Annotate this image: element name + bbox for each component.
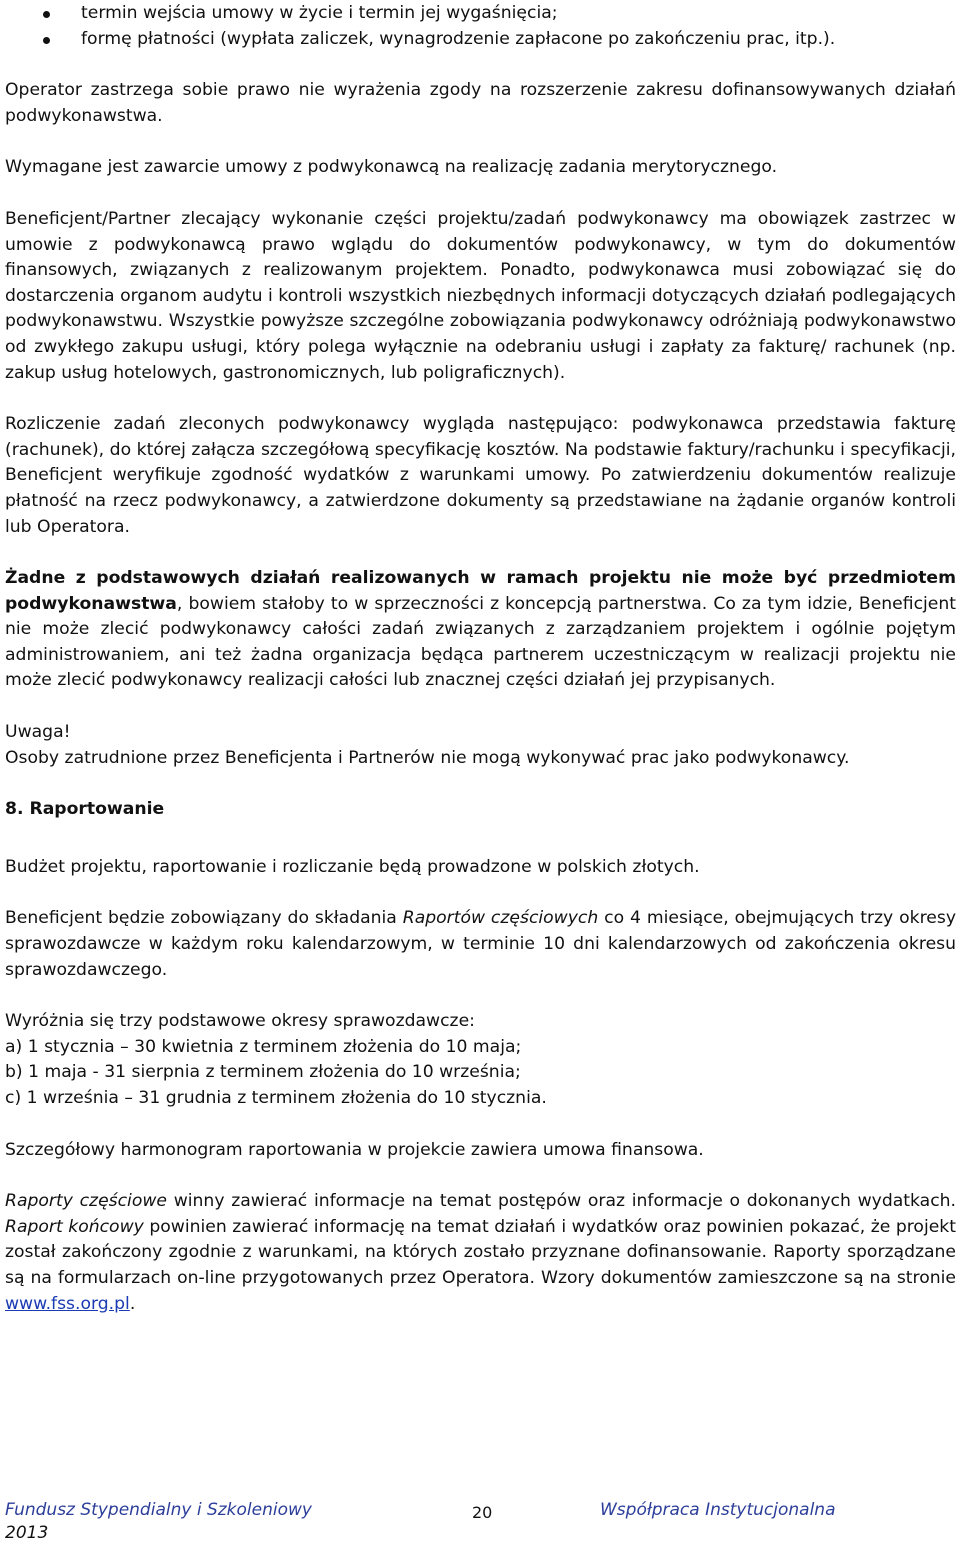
- period-item: b) 1 maja - 31 sierpnia z terminem złożenia do 10 września;: [5, 1062, 521, 1083]
- page-number: 20: [472, 1503, 493, 1522]
- document-page: [5, 0, 956, 1317]
- paragraph-wymagane: Wymagane jest zawarcie umowy z podwykonawcą na realizację zadania merytorycznego.: [5, 157, 778, 178]
- paragraph-operator: Operator zastrzega sobie prawo nie wyrażenia zgody na rozszerzenie zakresu dofinansowywanych działań podwykonawstwa.: [5, 80, 956, 126]
- website-link[interactable]: www.fss.org.pl: [5, 1293, 130, 1314]
- paragraph-rozliczenie: Rozliczenie zadań zleconych podwykonawcy wygląda następująco: podwykonawca przedstawia fakturę (rachunek), do której załącza szczegółową specyfikację kosztów. Na podstawie faktury/rachunku i specyfikacji, Beneficjent weryfikuje zgodność wydatków z warunkami umowy. Po zatwierdzeniu dokumentów realizuje płatność na rzecz podwykonawcy, a zatwierdzone dokumenty są przedstawiane na żądanie organów kontroli lub Operatora.: [5, 414, 956, 537]
- section-heading: [5, 797, 956, 823]
- bullet-list: [5, 1, 956, 52]
- paragraph-harmonogram: Szczegółowy harmonogram raportowania w projekcie zawiera umowa finansowa.: [5, 1139, 704, 1160]
- paragraph-beneficjent: Beneficjent/Partner zlecający wykonanie części projektu/zadań podwykonawcy ma obowiązek zastrzec w umowie z podwykonawcą prawo wglądu do dokumentów podwykonawcy, w tym do dokumentów finansowych, związanych z realizowanym projektem. Ponadto, podwykonawca musi zobowiązać się do dostarczenia organom audytu i kontroli wszystkich niezbędnych informacji dotyczących działań podlegających podwykonawstwu. Wszystkie powyższe szczególne zobowiązania podwykonawcy odróżniają podwykonawstwo od zwykłego zakupu usługi, który polega wyłącznie na odebraniu usługi i zapłaty za fakturę/ rachunek (np. zakup usług hotelowych, gastronomicznych, lub poligraficznych).: [5, 208, 956, 383]
- italic-term: Raporty częściowe: [5, 1191, 167, 1212]
- list-item: [5, 27, 956, 53]
- bold-statement: Żadne z podstawowych działań realizowanych w ramach projektu nie może być przedmiotem podwykonawstwa: [5, 568, 956, 614]
- text-run: .: [129, 1293, 136, 1314]
- periods-intro: Wyróżnia się trzy podstawowe okresy sprawozdawcze:: [5, 1011, 475, 1032]
- paragraph-osoby: Osoby zatrudnione przez Beneficjenta i Partnerów nie mogą wykonywać prac jako podwykonawcy.: [5, 747, 850, 768]
- section-heading-text: 8. Raportowanie: [5, 799, 165, 820]
- paragraph-raporty-czesciowe: [5, 906, 956, 983]
- text-run: co 4 miesiące, obejmujących trzy okresy sprawozdawcze w każdym roku kalendarzowym, w terminie 10 dni kalendarzowych od zakończenia okresu sprawozdawczego.: [5, 908, 956, 980]
- footer-left: [5, 1499, 335, 1545]
- text-run: winny zawierać informacje na temat postępów oraz informacje o dokonanych wydatkach.: [166, 1191, 957, 1212]
- bullet-icon: [43, 11, 50, 18]
- footer-fund-name: Fundusz Stypendialny i Szkoleniowy: [5, 1500, 312, 1520]
- text-run: Beneficjent będzie zobowiązany do składania: [5, 908, 403, 929]
- bullet-icon: [43, 37, 50, 44]
- paragraph-raporty: [5, 1189, 956, 1317]
- period-item: c) 1 września – 31 grudnia z terminem złożenia do 10 stycznia.: [5, 1088, 547, 1108]
- text-run: powinien zawierać informację na temat działań i wydatków oraz powinien pokazać, że projekt został zakończony zgodnie z warunkami, na których zostało przyznane dofinansowanie. Raporty sporządzane są na formularzach on-line przygotowanych przez Operatora. Wzory dokumentów zamieszczone są na stronie: [5, 1216, 956, 1288]
- italic-term: Raport końcowy: [5, 1216, 144, 1237]
- warning-label: Uwaga!: [5, 722, 71, 743]
- list-item-text: formę płatności (wypłata zaliczek, wynagrodzenie zapłacone po zakończeniu prac, itp.).: [81, 28, 836, 49]
- period-item: a) 1 stycznia – 30 kwietnia z terminem złożenia do 10 maja;: [5, 1036, 522, 1057]
- list-item-text: termin wejścia umowy w życie i termin jej wygaśnięcia;: [81, 3, 558, 23]
- paragraph-zadne-rest: , bowiem stałoby to w sprzeczności z koncepcją partnerstwa. Co za tym idzie, Beneficjent nie może zlecić podwykonawcy całości zadań związanych z zarządzaniem projektem i ogólnie pojętym administrowaniem, ani też żadna organizacja będąca partnerem uczestniczącym w realizacji projektu nie może zlecić podwykonawcy realizacji całości lub znacznej części działań jej przypisanych.: [5, 593, 956, 691]
- paragraph-budzet: Budżet projektu, raportowanie i rozliczanie będą prowadzone w polskich złotych.: [5, 856, 700, 877]
- paragraph-zadne: [5, 566, 956, 694]
- footer-right: Współpraca Instytucjonalna: [600, 1500, 836, 1520]
- page-footer: [5, 1499, 956, 1545]
- list-item: [5, 1, 956, 27]
- italic-term: Raportów częściowych: [402, 908, 599, 929]
- footer-year: 2013: [5, 1523, 49, 1543]
